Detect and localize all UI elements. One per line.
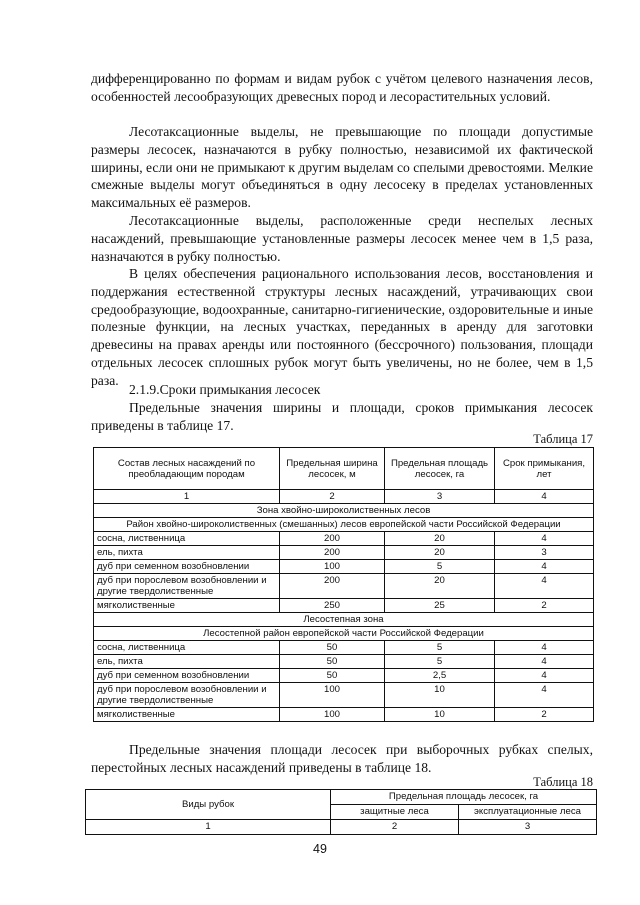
term-cell: 4	[495, 574, 594, 599]
table17-number-row	[94, 490, 594, 504]
table-row	[94, 669, 594, 683]
species-cell: мягколиственные	[94, 708, 280, 722]
table-row	[94, 574, 594, 599]
area-cell: 5	[385, 641, 495, 655]
col-number: 1	[94, 490, 280, 504]
term-cell: 4	[495, 669, 594, 683]
width-cell: 100	[280, 683, 385, 708]
species-cell: дуб при семенном возобновлении	[94, 669, 280, 683]
paragraph-immature-stands: Лесотаксационные выделы, расположенные среди неспелых лесных насаждений, превышающие установленные размеры лесосек менее чем в 1,5 раза, назначаются в рубку полностью.	[91, 213, 593, 264]
paragraph-table17-ref: Предельные значения ширины и площади, сроков примыкания лесосек приведены в таблице 17.	[91, 400, 593, 433]
zone-row	[94, 504, 594, 518]
area-cell: 20	[385, 546, 495, 560]
table18-number-row	[86, 820, 597, 835]
header-area: Предельная площадь лесосек, га	[385, 448, 495, 490]
region-row	[94, 518, 594, 532]
region-row	[94, 627, 594, 641]
term-cell: 2	[495, 599, 594, 613]
width-cell: 250	[280, 599, 385, 613]
col-number: 4	[495, 490, 594, 504]
col-number: 1	[86, 820, 331, 835]
header-max-area: Предельная площадь лесосек, га	[331, 790, 597, 805]
term-cell: 4	[495, 560, 594, 574]
header-production-forests: эксплуатационные леса	[459, 805, 597, 820]
zone-label: Лесостепная зона	[94, 613, 594, 627]
page-number: 49	[313, 842, 327, 856]
width-cell: 200	[280, 574, 385, 599]
area-cell: 25	[385, 599, 495, 613]
header-width: Предельная ширина лесосек, м	[280, 448, 385, 490]
area-cell: 5	[385, 655, 495, 669]
table-row	[94, 560, 594, 574]
table-17	[93, 447, 594, 722]
species-cell: дуб при порослевом возобновлении и другие твердолиственные	[94, 683, 280, 708]
species-cell: дуб при семенном возобновлении	[94, 560, 280, 574]
area-cell: 2,5	[385, 669, 495, 683]
table-row	[94, 641, 594, 655]
zone-row	[94, 613, 594, 627]
term-cell: 4	[495, 683, 594, 708]
species-cell: ель, пихта	[94, 655, 280, 669]
table-18	[85, 789, 597, 835]
width-cell: 50	[280, 641, 385, 655]
col-number: 3	[459, 820, 597, 835]
width-cell: 50	[280, 669, 385, 683]
header-protective-forests: защитные леса	[331, 805, 459, 820]
width-cell: 200	[280, 532, 385, 546]
width-cell: 50	[280, 655, 385, 669]
term-cell: 2	[495, 708, 594, 722]
term-cell: 4	[495, 641, 594, 655]
species-cell: сосна, лиственница	[94, 641, 280, 655]
table18-caption: Таблица 18	[533, 775, 593, 789]
table-row	[94, 599, 594, 613]
area-cell: 20	[385, 574, 495, 599]
area-cell: 5	[385, 560, 495, 574]
paragraph-intro: дифференцированно по формам и видам рубок с учётом целевого назначения лесов, особенностей лесообразующих древесных пород и лесорастительных условий.	[91, 71, 593, 104]
col-number: 3	[385, 490, 495, 504]
table-row	[94, 683, 594, 708]
header-adjacency: Срок примыкания, лет	[495, 448, 594, 490]
area-cell: 20	[385, 532, 495, 546]
term-cell: 4	[495, 655, 594, 669]
table-row	[94, 532, 594, 546]
section-heading: 2.1.9.Сроки примыкания лесосек	[129, 382, 321, 397]
region-label: Район хвойно-широколиственных (смешанных) лесов европейской части Российской Федерации	[94, 518, 594, 532]
table-row	[94, 655, 594, 669]
width-cell: 100	[280, 708, 385, 722]
species-cell: мягколиственные	[94, 599, 280, 613]
paragraph-cutting-units: Лесотаксационные выделы, не превышающие по площади допустимые размеры лесосек, назначаются в рубку полностью, независимой их фактической ширины, если они не примыкают к другим выделам со спелыми древостоями. Мелкие смежные выделы могут объединяться в одну лесосеку в пределах установленных максимальных её размеров.	[91, 124, 593, 211]
area-cell: 10	[385, 683, 495, 708]
col-number: 2	[331, 820, 459, 835]
table17-caption: Таблица 17	[533, 432, 593, 446]
table-row	[94, 708, 594, 722]
zone-label: Зона хвойно-широколиственных лесов	[94, 504, 594, 518]
paragraph-rational-use: В целях обеспечения рационального использования лесов, восстановления и поддержания естественной структуры лесных насаждений, утрачивающих свои средообразующие, водоохранные, санитарно-гигиенические, оздоровительные и иные полезные функции, на лесных участках, переданных в аренду для заготовки древесины на правах аренды или постоянного (бессрочного) пользования, площади отдельных лесосек сплошных рубок могут быть увеличены, но не более, чем в 1,5 раза.	[91, 266, 593, 388]
area-cell: 10	[385, 708, 495, 722]
term-cell: 3	[495, 546, 594, 560]
species-cell: ель, пихта	[94, 546, 280, 560]
species-cell: дуб при порослевом возобновлении и другие твердолиственные	[94, 574, 280, 599]
header-cutting-types: Виды рубок	[86, 790, 331, 820]
paragraph-table18-ref: Предельные значения площади лесосек при выборочных рубках спелых, перестойных лесных насаждений приведены в таблице 18.	[91, 742, 593, 775]
species-cell: сосна, лиственница	[94, 532, 280, 546]
width-cell: 200	[280, 546, 385, 560]
width-cell: 100	[280, 560, 385, 574]
col-number: 2	[280, 490, 385, 504]
table18-header-row	[86, 790, 597, 805]
table-row	[94, 546, 594, 560]
term-cell: 4	[495, 532, 594, 546]
region-label: Лесостепной район европейской части Российской Федерации	[94, 627, 594, 641]
header-composition: Состав лесных насаждений по преобладающим породам	[94, 448, 280, 490]
table17-header-row	[94, 448, 594, 490]
